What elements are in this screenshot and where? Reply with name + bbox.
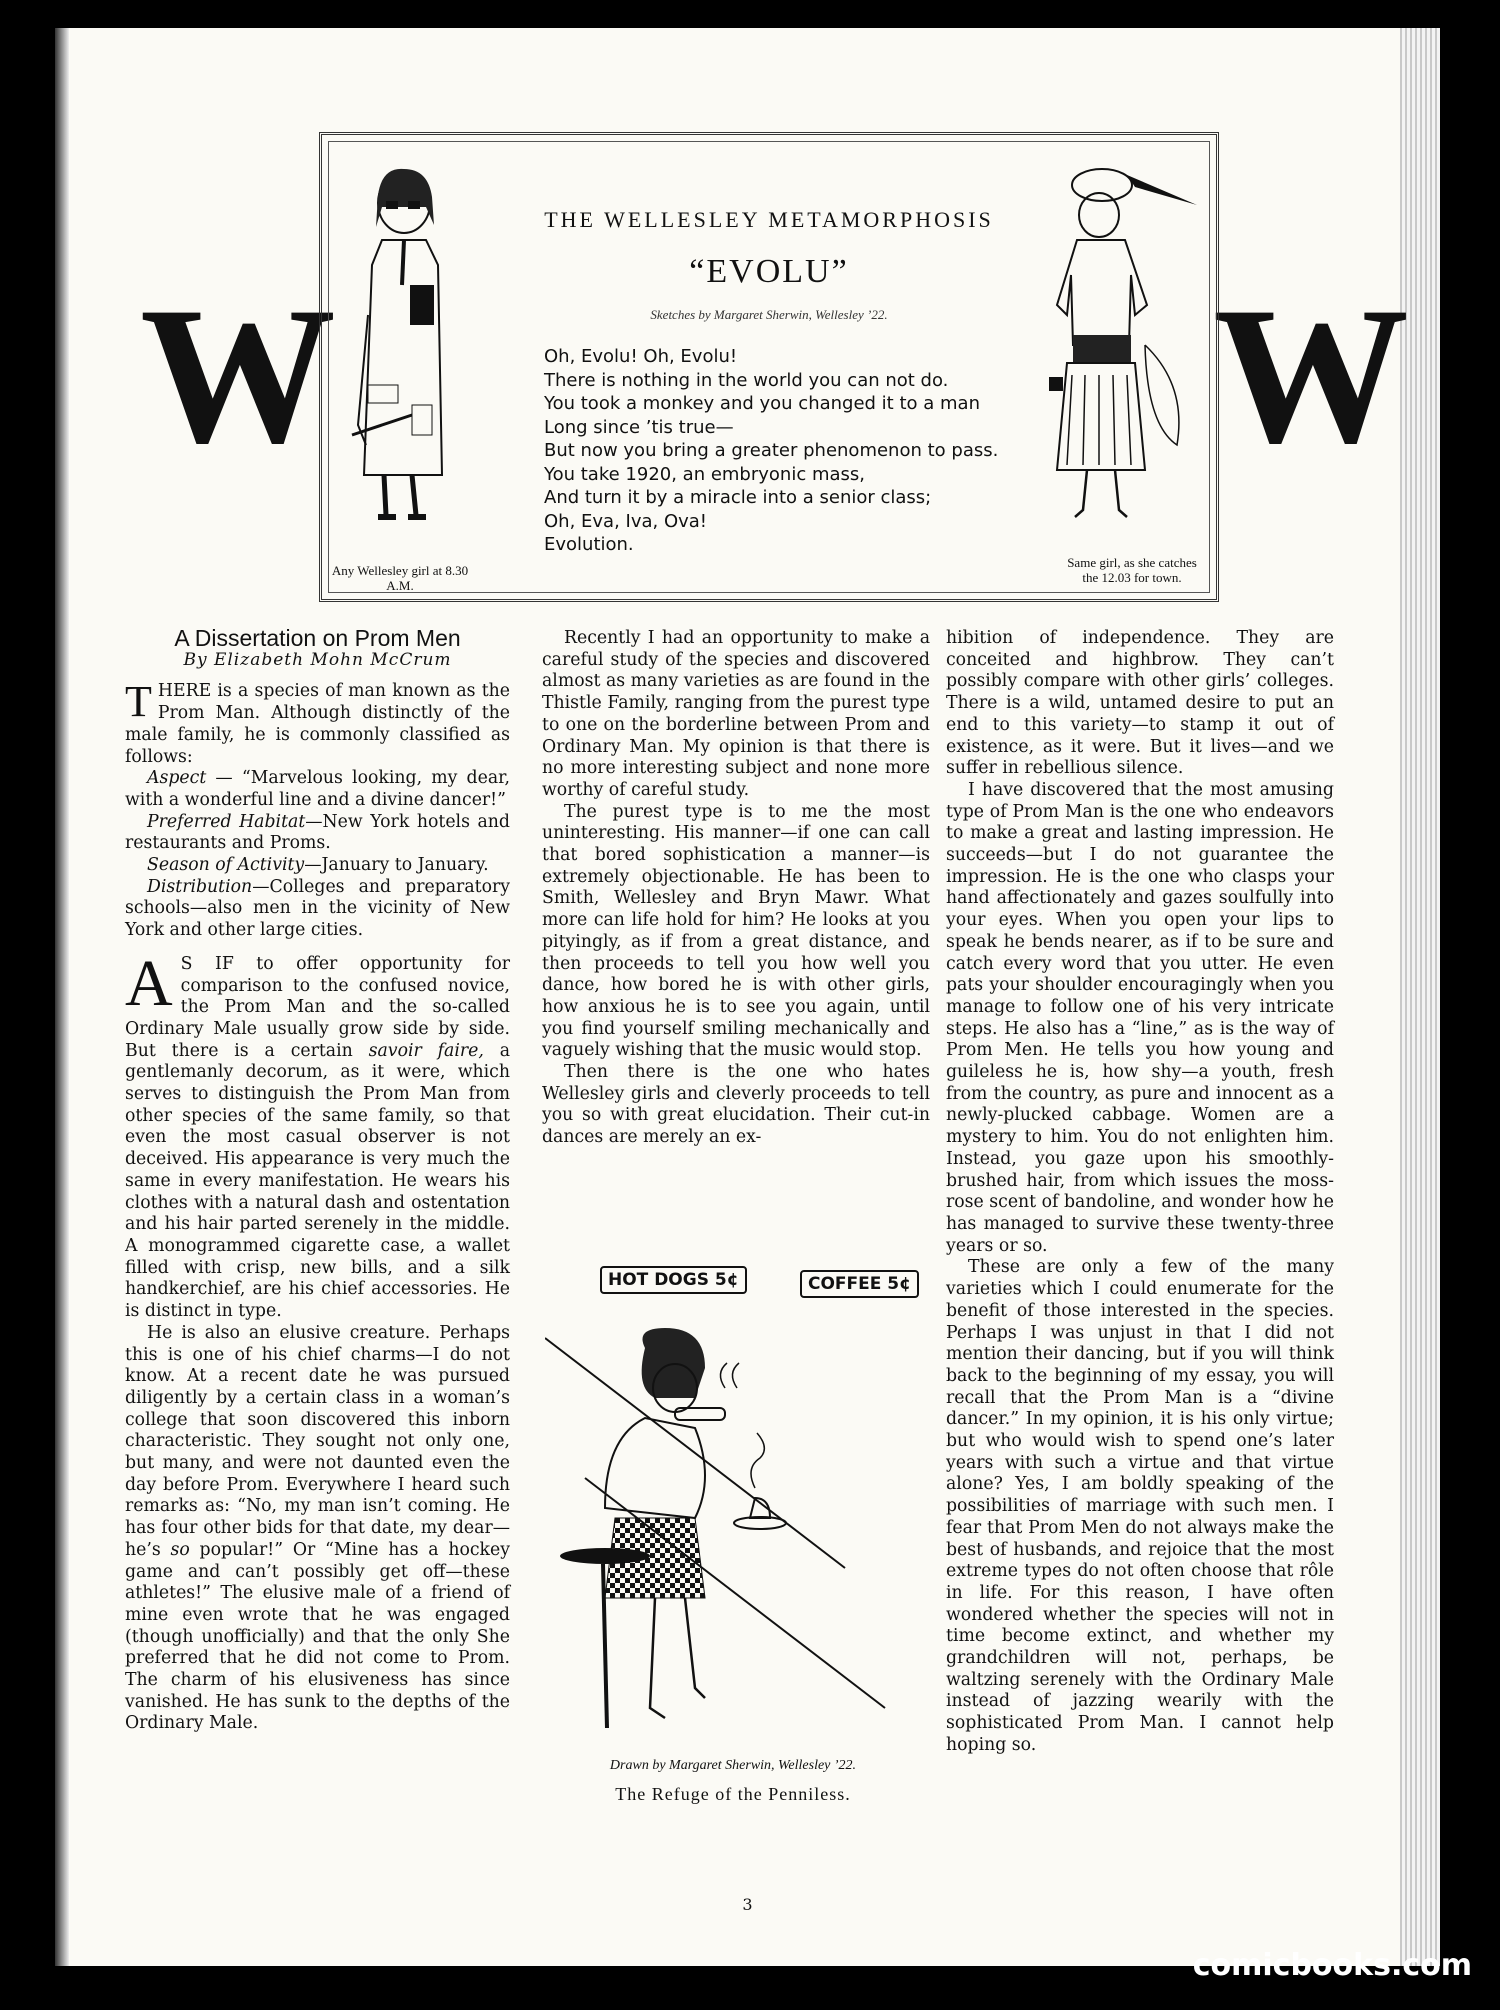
- article-title: A Dissertation on Prom Men: [174, 625, 461, 651]
- decorative-initial-left: W: [140, 267, 336, 484]
- article-paragraph: Season of Activity—January to January.: [147, 855, 489, 876]
- poem-line: And turn it by a miracle into a senior class;: [544, 487, 932, 508]
- article-column-3: [946, 628, 1334, 1757]
- illustration-caption: The Refuge of the Penniless.: [615, 1784, 851, 1804]
- sketch-caption-right: Same girl, as she catches the 12.03 for town.: [1067, 555, 1197, 585]
- page-number: 3: [742, 1895, 753, 1914]
- article-paragraph: Distribution—Colleges and preparatory schools—also men in the vicinity of New York and other large cities.: [125, 876, 510, 941]
- poem-line: You took a monkey and you changed it to a man: [544, 393, 980, 414]
- poem-title: “EVOLU”: [689, 253, 849, 290]
- article-paragraph: Recently I had an opportunity to make a careful study of the species and discovered almost as many varieties as are found in the Thistle Family, ranging from the purest type to one on the borderline between Prom and Ordinary Man. My opinion is that there is no more interesting subject and none more worthy of careful study.: [542, 628, 930, 800]
- poem-line: You take 1920, an embryonic mass,: [544, 463, 865, 485]
- poem-line: Oh, Eva, Iva, Ova!: [544, 510, 708, 532]
- article-paragraph: Aspect — “Marvelous looking, my dear, with a wonderful line and a divine dancer!”: [125, 768, 510, 810]
- sketch-caption-left: Any Wellesley girl at 8.30 A.M.: [331, 563, 469, 593]
- poem-line: Evolution.: [544, 534, 634, 555]
- poem-box: [319, 132, 1219, 602]
- poem-heading: THE WELLESLEY METAMORPHOSIS: [544, 207, 994, 232]
- poem-line: Oh, Evolu! Oh, Evolu!: [544, 346, 738, 367]
- poem-credit: Sketches by Margaret Sherwin, Wellesley ’22.: [650, 307, 888, 322]
- poem-line: But now you bring a greater phenomenon to pass.: [544, 440, 999, 461]
- article-paragraph: hibition of independence. They are conceited and highbrow. They can’t possibly compare with other girls’ colleges. There is a wild, untamed desire to put an end to this variety—to stamp it out of existence, as it were. But it lives—and we suffer in rebellious silence.: [946, 628, 1334, 779]
- lunch-counter-illustration: [545, 1328, 905, 1748]
- article-paragraph: Preferred Habitat—New York hotels and restaurants and Proms.: [125, 811, 510, 854]
- article-column-2: [542, 628, 930, 1149]
- article-paragraph: These are only a few of the many varieties which I could enumerate for the benefit of those interested in the species. Perhaps I was unjust in that I did not mention their dancing, but if you will think back to the beginning of my essay, you will recall that the Prom Man is a “divine dancer.” In my opinion, it is his only virtue; but who would wish to spend one’s later years with such a virtue and that virtue alone? Yes, I am boldly speaking of the possibilities of marriage with such men. I fear that Prom Men do not always make the best of husbands, and rejoice that the most extreme types do not often choose that rôle in life. For this reason, I have often wondered whether the species will not in time become extinct, and whether my grandchildren will not, perhaps, be waltzing serenely with the Ordinary Male instead of jazzing wearily with the sophisticated Prom Man. I cannot help hoping so.: [946, 1257, 1334, 1755]
- drop-cap: A: [125, 946, 173, 1020]
- coffee-sign: COFFEE 5¢: [800, 1270, 919, 1298]
- article-author: By Elizabeth Mohn McCrum: [183, 649, 452, 670]
- article-paragraph: A S IF to offer opportunity for comparison to the confused novice, the Prom Man and the so-called Ordinary Male usually grow side by side. But there is a certain savoir faire, a gentlemanly decorum, as it were, which serves to distinguish the Prom Man from other species of the same family, so that even the most casual observer is not deceived. His appearance is very much the same in every manifestation. He wears his clothes with a natural dash and ostentation and his hair parted serenely in the middle. A monogrammed cigarette case, a wallet filled with crisp, new bills, and a silk handkerchief, are his chief accessories. He is distinct in type.: [125, 946, 511, 1322]
- article-paragraph: I have discovered that the most amusing type of Prom Man is the one who endeavors to make a great and lasting impression. He succeeds—but I do not guarantee the impression. He is the one who clasps your hand affectionately and gazes soulfully into your eyes. When you open your lips to speak he bends nearer, as if to be sure and catch every word that you utter. He even pats your shoulder encouragingly when you manage to follow one of his very intricate steps. He also has a “line,” as is the way of Prom Men. He tells you how young and guileless he is, how shy—a youth, fresh from the country, as pure and innocent as a newly-plucked cabbage. Women are a mystery to him. You do not enlighten him. Instead, you gaze upon his smoothly-brushed hair, from which issues the moss-rose scent of bandoline, and wonder how he has managed to survive these twenty-three years or so.: [946, 779, 1334, 1256]
- girl-morning-sketch: [342, 145, 472, 545]
- decorative-initial-right: W: [1213, 267, 1409, 484]
- page-gutter-left: [55, 28, 69, 1966]
- article-paragraph: He is also an elusive creature. Perhaps this is one of his chief charms—I do not know. At a recent date he was pursued diligently by a certain class in a woman’s college that soon discovered this inborn characteristic. They sought not only one, but many, and were not daunted even the day before Prom. Everywhere I heard such remarks as: “No, my man isn’t coming. He has four other bids for that date, my dear—he’s so popular!” Or “Mine has a hockey game and can’t possibly get off—these athletes!” The elusive male of a friend of mine even wrote that he was engaged (though unofficially) and that the only She preferred that he did not come to Prom. The charm of his elusiveness has since vanished. He has sunk to the depths of the Ordinary Male.: [125, 1322, 510, 1734]
- article-paragraph: The purest type is to me the most uninteresting. His manner—if one can call that bored sophistication a manner—is extremely objectionable. He has been to Smith, Wellesley and Bryn Mawr. What more can life hold for him? He looks at you pityingly, as if from a great distance, and then proceeds to tell you how well you dance, how bored he is with other girls, how anxious he is to see you again, until you find yourself smiling mechanically and vaguely wishing that the music would stop.: [542, 801, 930, 1061]
- article-paragraph: Then there is the one who hates Wellesley girls and cleverly proceeds to tell you so with great elucidation. Their cut-in dances are merely an ex-: [542, 1062, 930, 1148]
- drop-cap: T: [125, 677, 152, 727]
- magazine-page: [55, 28, 1440, 1966]
- article-paragraph: THERE is a species of man known as the Prom Man. Although distinctly of the male family, he is commonly classified as follows:: [125, 677, 510, 767]
- poem-verse: [544, 345, 1064, 557]
- watermark: comicbooks.com: [1192, 1948, 1472, 1983]
- article-column-1: [125, 625, 511, 1735]
- poem-line: There is nothing in the world you can not do.: [544, 369, 949, 391]
- illustration-credit: Drawn by Margaret Sherwin, Wellesley ’22.: [609, 1758, 857, 1773]
- hot-dogs-sign: HOT DOGS 5¢: [600, 1266, 747, 1294]
- poem-line: Long since ’tis true—: [544, 416, 734, 438]
